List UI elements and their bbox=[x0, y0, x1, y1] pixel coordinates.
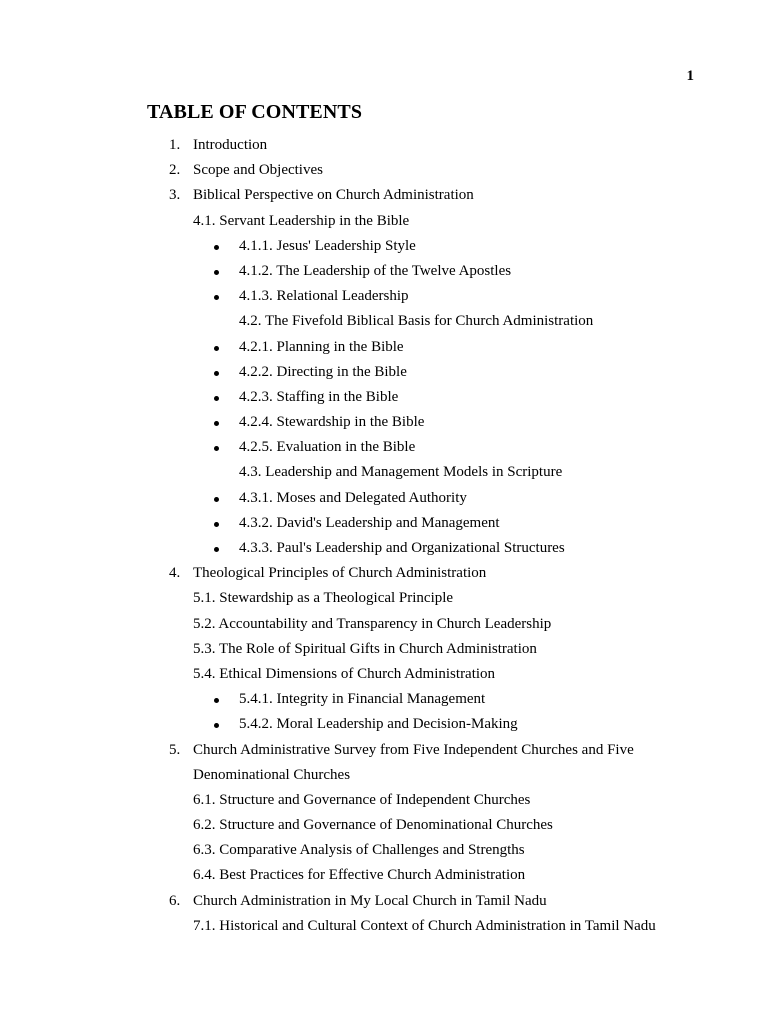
toc-entry bbox=[0, 738, 768, 763]
toc-entry-text: 4.2. The Fivefold Biblical Basis for Church Administration bbox=[239, 313, 594, 330]
bullet-icon bbox=[214, 547, 219, 552]
toc-entry bbox=[0, 612, 768, 637]
toc-entry-text: 4.1.1. Jesus' Leadership Style bbox=[239, 237, 416, 254]
toc-title: TABLE OF CONTENTS bbox=[147, 101, 363, 123]
toc-entry-text: 4.1. Servant Leadership in the Bible bbox=[193, 212, 410, 229]
bullet-icon bbox=[214, 698, 219, 703]
bullet-icon bbox=[214, 396, 219, 401]
toc-entry bbox=[0, 511, 768, 536]
toc-entry-text: 5.3. The Role of Spiritual Gifts in Church Administration bbox=[193, 640, 537, 657]
toc-entry-text: Church Administration in My Local Church in Tamil Nadu bbox=[193, 892, 547, 909]
toc-entry-text: 4.3.2. David's Leadership and Management bbox=[239, 514, 500, 531]
toc-entry-text: 4.2.4. Stewardship in the Bible bbox=[239, 414, 425, 431]
toc-entry bbox=[0, 435, 768, 460]
toc-entry bbox=[0, 335, 768, 360]
toc-entry bbox=[0, 259, 768, 284]
toc-list bbox=[0, 133, 768, 939]
bullet-icon bbox=[214, 497, 219, 502]
toc-entry-text: 6.3. Comparative Analysis of Challenges and Strengths bbox=[193, 842, 525, 859]
toc-entry bbox=[0, 586, 768, 611]
toc-entry bbox=[0, 486, 768, 511]
toc-entry-text: 6.2. Structure and Governance of Denominational Churches bbox=[193, 817, 553, 834]
toc-entry-text: Denominational Churches bbox=[193, 766, 351, 783]
toc-entry-text: Church Administrative Survey from Five Independent Churches and Five bbox=[193, 741, 634, 758]
toc-entry bbox=[0, 863, 768, 888]
toc-entry bbox=[0, 712, 768, 737]
toc-entry-text: 4.3. Leadership and Management Models in Scripture bbox=[239, 464, 563, 481]
bullet-icon bbox=[214, 522, 219, 527]
toc-entry bbox=[0, 158, 768, 183]
toc-entry-number: 3. bbox=[169, 187, 181, 204]
toc-entry bbox=[0, 183, 768, 208]
toc-entry bbox=[0, 234, 768, 259]
toc-entry bbox=[0, 385, 768, 410]
toc-entry bbox=[0, 813, 768, 838]
toc-entry-text: 4.2.5. Evaluation in the Bible bbox=[239, 439, 416, 456]
toc-entry-text: 6.1. Structure and Governance of Independent Churches bbox=[193, 791, 531, 808]
toc-entry-text: 5.4.2. Moral Leadership and Decision-Making bbox=[239, 716, 518, 733]
toc-entry-text: 4.3.3. Paul's Leadership and Organizational Structures bbox=[239, 540, 565, 556]
toc-entry bbox=[0, 763, 768, 788]
toc-entry bbox=[0, 637, 768, 662]
toc-entry-number: 6. bbox=[169, 892, 181, 909]
toc-entry-text: 5.4.1. Integrity in Financial Management bbox=[239, 691, 486, 708]
toc-entry bbox=[0, 838, 768, 863]
toc-entry bbox=[0, 561, 768, 586]
toc-entry bbox=[0, 914, 768, 939]
toc-entry bbox=[0, 410, 768, 435]
toc-entry bbox=[0, 687, 768, 712]
toc-entry bbox=[0, 360, 768, 385]
toc-entry-text: Introduction bbox=[193, 137, 268, 153]
toc-entry-text: Scope and Objectives bbox=[193, 162, 323, 179]
toc-entry bbox=[0, 133, 768, 158]
toc-entry-text: 4.2.1. Planning in the Bible bbox=[239, 338, 404, 355]
toc-entry-text: 4.3.1. Moses and Delegated Authority bbox=[239, 489, 467, 506]
toc-entry-text: 4.2.2. Directing in the Bible bbox=[239, 363, 407, 380]
toc-entry-text: 4.1.3. Relational Leadership bbox=[239, 288, 409, 305]
bullet-icon bbox=[214, 346, 219, 351]
page-number: 1 bbox=[686, 68, 694, 84]
bullet-icon bbox=[214, 371, 219, 376]
toc-entry-text: 5.2. Accountability and Transparency in Church Leadership bbox=[193, 615, 552, 632]
toc-entry bbox=[0, 662, 768, 687]
toc-entry bbox=[0, 209, 768, 234]
toc-entry-number: 2. bbox=[169, 162, 181, 179]
toc-entry-text: 5.1. Stewardship as a Theological Principle bbox=[193, 590, 454, 607]
toc-entry-text: 7.1. Historical and Cultural Context of Church Administration in Tamil Nadu bbox=[193, 917, 656, 934]
toc-entry-text: 6.4. Best Practices for Effective Church Administration bbox=[193, 867, 526, 884]
bullet-icon bbox=[214, 295, 219, 300]
toc-entry bbox=[0, 309, 768, 334]
toc-entry bbox=[0, 460, 768, 485]
toc-entry bbox=[0, 889, 768, 914]
toc-entry-number: 1. bbox=[169, 137, 181, 153]
toc-entry-text: 4.1.2. The Leadership of the Twelve Apostles bbox=[239, 262, 512, 279]
toc-entry bbox=[0, 788, 768, 813]
toc-entry-text: Biblical Perspective on Church Administration bbox=[193, 187, 474, 204]
toc-entry-text: Theological Principles of Church Administration bbox=[193, 565, 487, 582]
toc-entry-text: 5.4. Ethical Dimensions of Church Administration bbox=[193, 665, 496, 682]
bullet-icon bbox=[214, 245, 219, 250]
bullet-icon bbox=[214, 270, 219, 275]
toc-entry-text: 4.2.3. Staffing in the Bible bbox=[239, 388, 399, 405]
toc-entry bbox=[0, 536, 768, 561]
bullet-icon bbox=[214, 723, 219, 728]
toc-entry bbox=[0, 284, 768, 309]
toc-entry-number: 4. bbox=[169, 565, 181, 582]
toc-entry-number: 5. bbox=[169, 741, 181, 758]
bullet-icon bbox=[214, 421, 219, 426]
bullet-icon bbox=[214, 446, 219, 451]
